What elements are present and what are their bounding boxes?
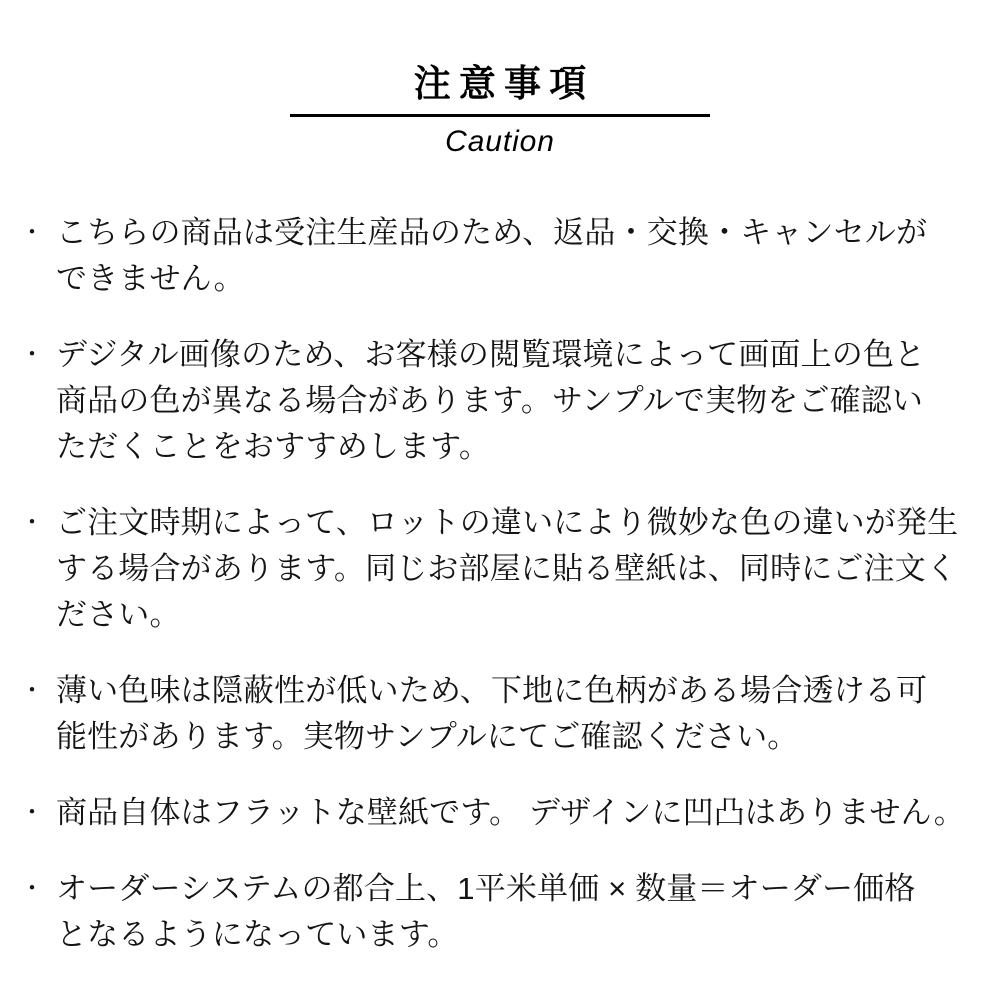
bullet-icon: ・ bbox=[20, 676, 45, 704]
list-item-text: こちらの商品は受注生産品のため、返品・交換・キャンセルが できません。 bbox=[56, 214, 928, 296]
bullet-icon: ・ bbox=[20, 798, 45, 826]
list-item-text: ご注文時期によって、ロットの違いにより微妙な色の違いが発生 する場合があります。同じお部屋に貼る壁紙は、同時にご注文く ださい。 bbox=[56, 504, 959, 632]
bullet-icon: ・ bbox=[20, 508, 45, 536]
page-title: 注意事項 bbox=[413, 63, 595, 104]
caution-header bbox=[0, 0, 1000, 160]
list-item-return-policy bbox=[20, 210, 972, 302]
list-item-text: 薄い色味は隠蔽性が低いため、下地に色柄がある場合透ける可 能性があります。実物サンプルにてご確認ください。 bbox=[56, 672, 928, 754]
list-item-text: オーダーシステムの都合上、1平米単価 × 数量＝オーダー価格 となるようになっています。 bbox=[56, 870, 916, 952]
list-item-lot-difference bbox=[20, 500, 972, 638]
page-subtitle: Caution bbox=[445, 124, 555, 158]
list-item-text: デジタル画像のため、お客様の閲覧環境によって画面上の色と 商品の色が異なる場合があります。サンプルで実物をご確認い ただくことをおすすめします。 bbox=[56, 336, 926, 464]
bullet-icon: ・ bbox=[20, 874, 45, 902]
bullet-icon: ・ bbox=[20, 340, 45, 368]
list-item-opacity bbox=[20, 668, 972, 760]
list-item-digital-color bbox=[20, 332, 972, 470]
list-item-flat-wallpaper bbox=[20, 790, 972, 836]
list-item-order-pricing bbox=[20, 866, 972, 958]
title-underline bbox=[290, 114, 710, 117]
bullet-icon: ・ bbox=[20, 218, 45, 246]
list-item-text: 商品自体はフラットな壁紙です。 デザインに凹凸はありません。 bbox=[56, 794, 965, 830]
caution-list bbox=[0, 210, 1000, 958]
